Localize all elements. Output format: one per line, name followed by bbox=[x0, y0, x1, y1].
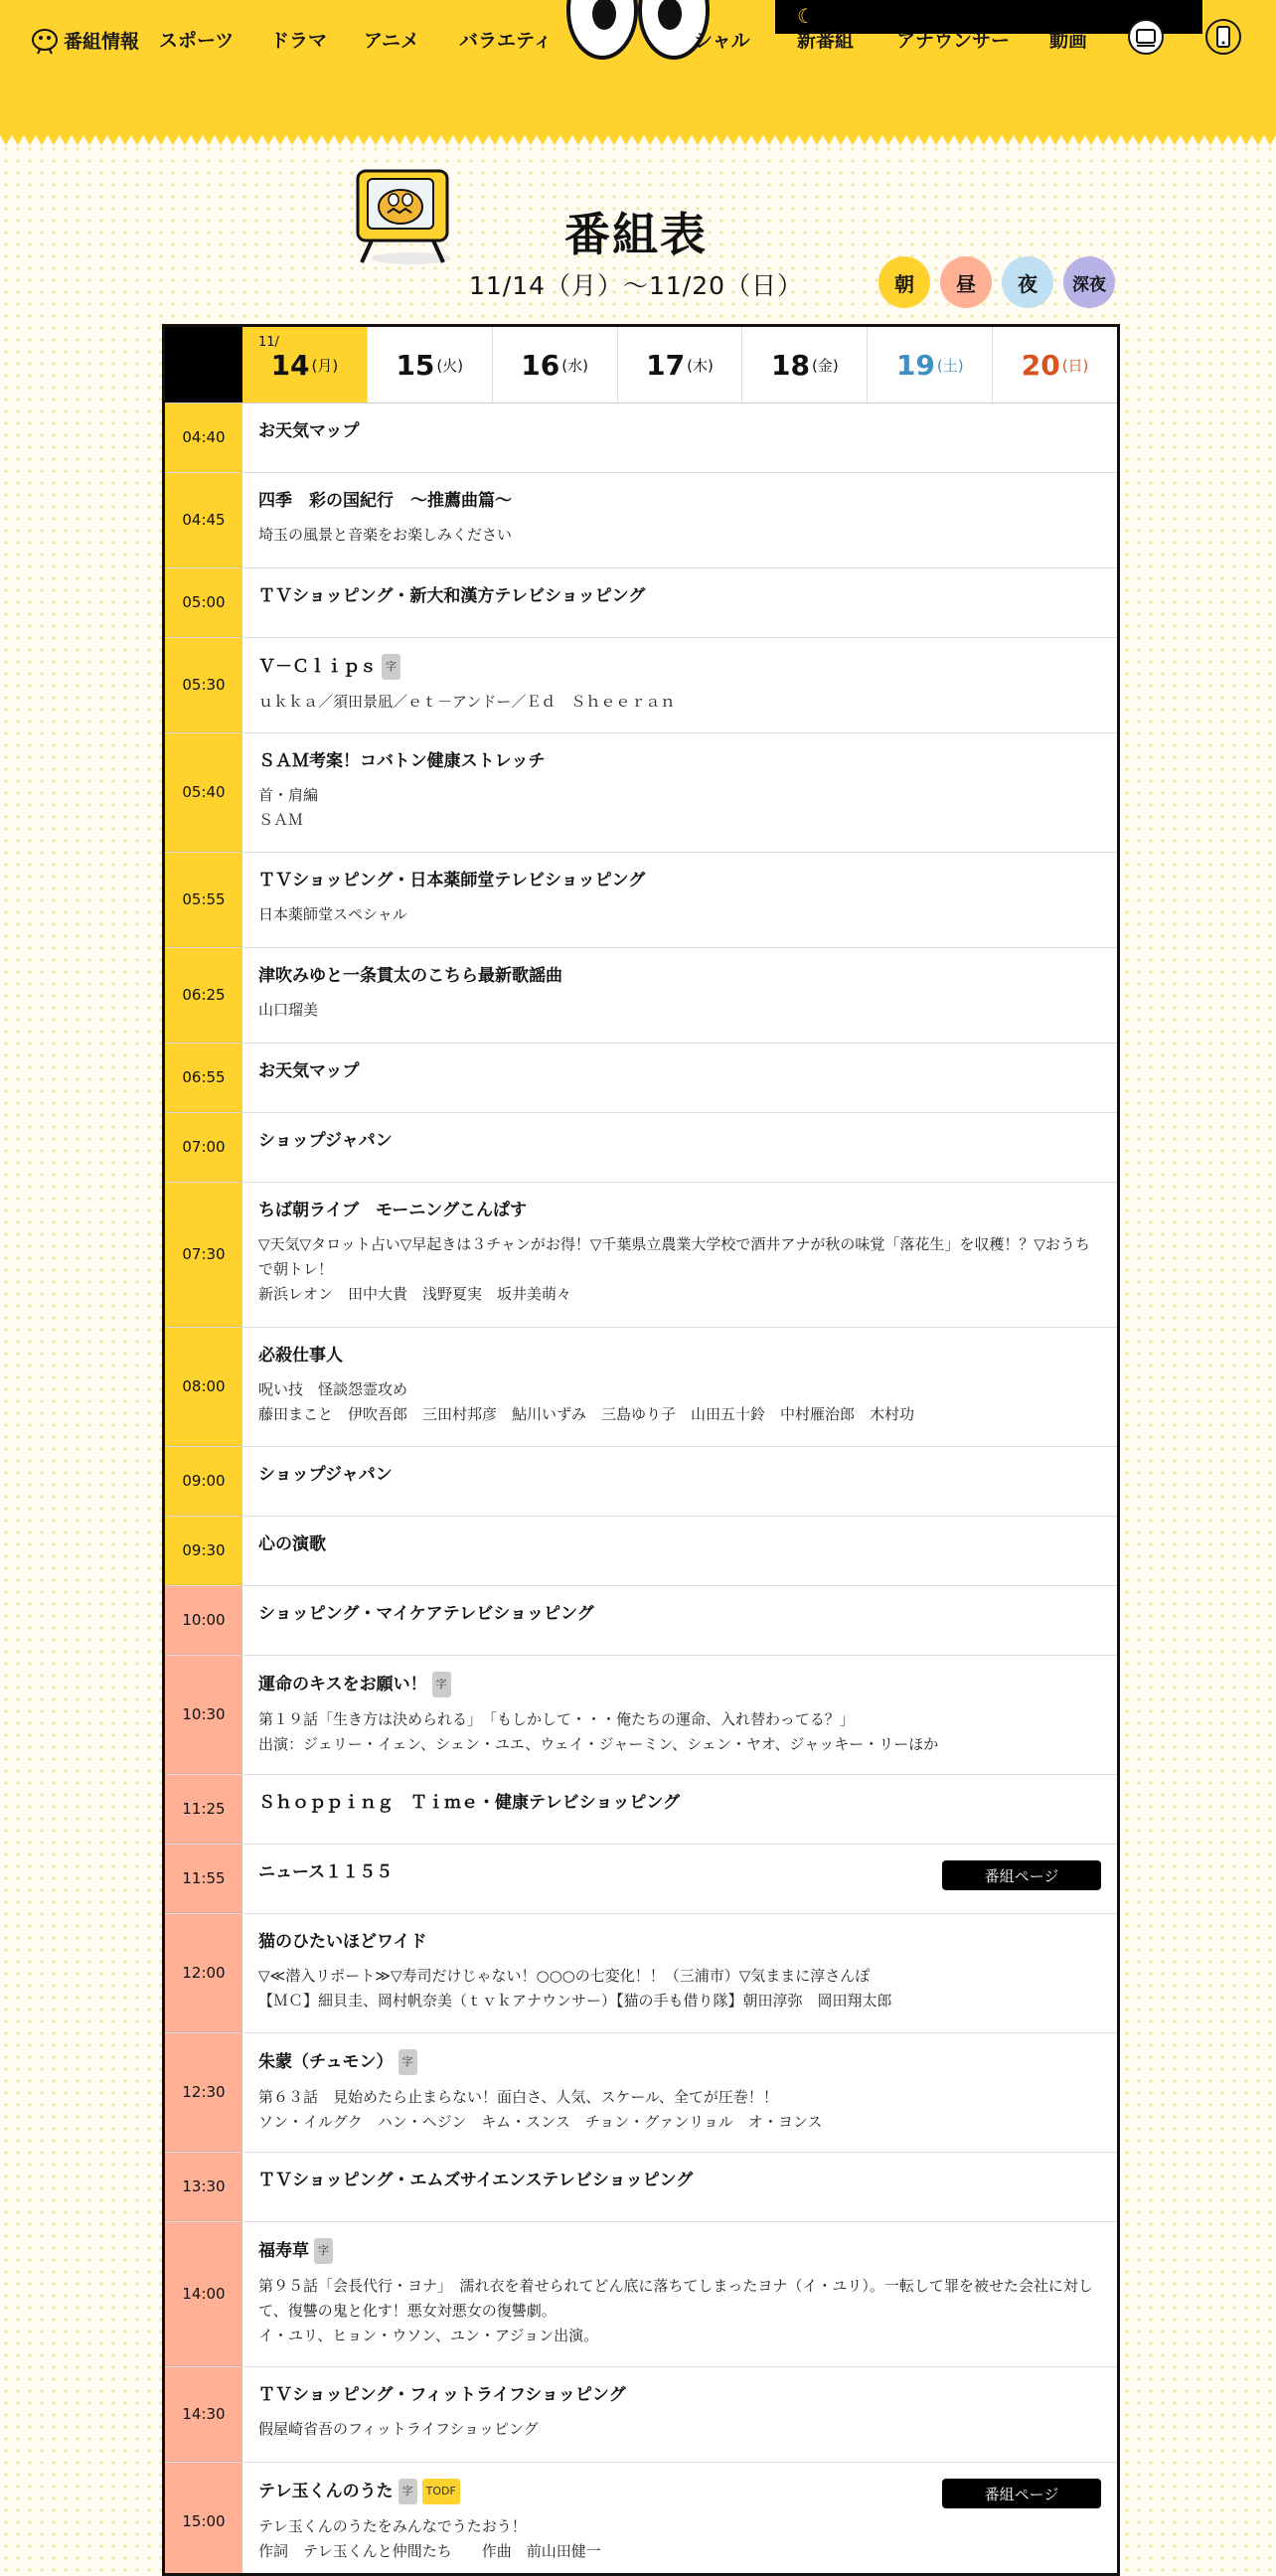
program-info bbox=[242, 1845, 1117, 1913]
program-info bbox=[242, 2222, 1117, 2366]
day-month: 11/ bbox=[258, 335, 279, 350]
program-time: 12:30 bbox=[165, 2033, 242, 2152]
program-row[interactable] bbox=[165, 2463, 1117, 2576]
nav-anime[interactable]: アニメ bbox=[364, 30, 420, 52]
program-time: 10:30 bbox=[165, 1656, 242, 1774]
program-time: 09:00 bbox=[165, 1447, 242, 1516]
day-weekday: (日) bbox=[1061, 356, 1089, 375]
day-number: 14 bbox=[270, 348, 310, 382]
program-row[interactable] bbox=[165, 853, 1117, 948]
program-title[interactable]: ちば朝ライブ モーニングこんぱす bbox=[258, 1201, 527, 1220]
program-page-button[interactable]: 番組ページ bbox=[942, 1860, 1101, 1890]
tod-night-button[interactable]: 夜 bbox=[1002, 256, 1053, 308]
program-time: 07:00 bbox=[165, 1113, 242, 1182]
program-title-line bbox=[258, 584, 1101, 608]
day-number: 20 bbox=[1021, 348, 1060, 382]
program-title-line bbox=[258, 869, 1101, 892]
program-title[interactable]: ショップジャパン bbox=[258, 1131, 393, 1151]
program-time: 05:40 bbox=[165, 733, 242, 852]
program-title[interactable]: 心の演歌 bbox=[258, 1534, 326, 1554]
program-title-line bbox=[258, 2169, 1101, 2192]
program-title-line bbox=[258, 489, 1101, 513]
program-info bbox=[242, 1775, 1117, 1844]
program-title-line bbox=[258, 1199, 1101, 1222]
program-title-line bbox=[258, 2238, 1101, 2264]
program-title[interactable]: ショッピング・マイケアテレビショッピング bbox=[258, 1604, 594, 1624]
program-title-line bbox=[258, 1059, 1101, 1083]
program-row[interactable] bbox=[165, 568, 1117, 638]
program-time: 06:55 bbox=[165, 1044, 242, 1112]
tod-latenight-button[interactable]: 深夜 bbox=[1063, 256, 1115, 308]
day-tab-19[interactable] bbox=[867, 327, 992, 402]
program-time: 14:00 bbox=[165, 2222, 242, 2366]
program-info bbox=[242, 1656, 1117, 1774]
program-row[interactable] bbox=[165, 948, 1117, 1044]
program-description: 第９５話「会長代行・ヨナ」 濡れ衣を着せられてどん底に落ちてしまったヨナ（イ・ユリ）。一転して罪を被せた会社に対して、復讐の鬼と化す！悪女対悪女の復讐劇。 イ・ユリ、ヒョン・ウソン、ユン・アジョン出演。 bbox=[258, 2277, 1093, 2344]
program-row[interactable] bbox=[165, 473, 1117, 568]
program-title[interactable]: 運命のキスをお願い！ bbox=[258, 1675, 427, 1694]
subtitle-badge: 字 bbox=[399, 2479, 417, 2504]
program-list bbox=[165, 403, 1117, 2576]
program-title-line bbox=[258, 1344, 1101, 1368]
program-description: 呪い技 怪談怨霊攻め 藤田まこと 伊吹吾郎 三田村邦彦 鮎川いずみ 三島ゆり子 山田五十鈴 中村雁治郎 木村功 bbox=[258, 1380, 915, 1423]
program-title[interactable]: ＴＶショッピング・エムズサイエンステレビショッピング bbox=[258, 2171, 694, 2190]
nav-sports[interactable]: スポーツ bbox=[159, 30, 235, 52]
program-title[interactable]: 必殺仕事人 bbox=[258, 1346, 343, 1366]
program-title-line bbox=[258, 1930, 1101, 1954]
moon-icon: ☾ bbox=[797, 4, 815, 28]
program-title[interactable]: ＳＡＭ考案！コバトン健康ストレッチ bbox=[258, 751, 546, 771]
program-title-line bbox=[258, 964, 1101, 988]
program-title-line bbox=[258, 419, 1101, 443]
program-schedule bbox=[162, 324, 1120, 2576]
program-title[interactable]: 朱蒙（チュモン） bbox=[258, 2052, 394, 2072]
program-info bbox=[242, 948, 1117, 1043]
program-title[interactable]: ニュース１１５５ bbox=[258, 1862, 394, 1882]
program-info bbox=[242, 2153, 1117, 2221]
program-row[interactable] bbox=[165, 1845, 1117, 1914]
program-time: 06:25 bbox=[165, 948, 242, 1043]
program-row[interactable] bbox=[165, 1656, 1117, 1775]
program-time: 05:30 bbox=[165, 638, 242, 732]
program-title-line bbox=[258, 654, 1101, 680]
program-title[interactable]: 四季 彩の国紀行 ～推薦曲篇～ bbox=[258, 491, 512, 511]
program-title[interactable]: ショップジャパン bbox=[258, 1465, 393, 1485]
subtitle-badge: 字 bbox=[399, 2049, 417, 2075]
program-title-line bbox=[258, 2383, 1101, 2407]
day-tab-20[interactable] bbox=[992, 327, 1117, 402]
program-title-line bbox=[258, 1463, 1101, 1487]
program-time: 05:55 bbox=[165, 853, 242, 947]
program-page-button[interactable]: 番組ページ bbox=[942, 2479, 1101, 2508]
program-info bbox=[242, 1914, 1117, 2032]
program-description: ｕｋｋａ／須田景凪／ｅｔ－アンドー／Ｅｄ Ｓｈｅｅｒａｎ bbox=[258, 693, 676, 711]
day-tabs bbox=[165, 327, 1117, 403]
program-title[interactable]: お天気マップ bbox=[258, 1061, 360, 1081]
nav-variety[interactable]: バラエティ bbox=[459, 30, 553, 52]
main-nav bbox=[30, 14, 1246, 66]
tod-noon-button[interactable]: 昼 bbox=[940, 256, 992, 308]
program-title[interactable]: お天気マップ bbox=[258, 421, 360, 441]
page-title: 番組表 bbox=[564, 208, 708, 261]
program-row[interactable] bbox=[165, 2033, 1117, 2153]
mascot-icon bbox=[30, 25, 60, 55]
day-weekday: (木) bbox=[687, 356, 714, 375]
day-tab-17[interactable] bbox=[617, 327, 742, 402]
program-row[interactable] bbox=[165, 1328, 1117, 1447]
program-time: 09:30 bbox=[165, 1517, 242, 1585]
day-number: 16 bbox=[521, 348, 560, 382]
day-weekday: (月) bbox=[311, 356, 339, 375]
program-title[interactable]: Ｖ－Ｃｌｉｐｓ bbox=[258, 657, 377, 677]
program-title-line bbox=[258, 1791, 1101, 1815]
logo-text: 番組情報 bbox=[64, 30, 140, 53]
program-description: 第１９話「生き方は決められる」 「もしかして・・・俺たちの運命、入れ替わってる？」 出演：ジェリー・イェン、シェン・ユエ、ウェイ・ジャーミン、シェン・ヤオ、ジャッキー・リーほか bbox=[258, 1710, 939, 1753]
day-tab-18[interactable] bbox=[741, 327, 867, 402]
program-title[interactable]: ＴＶショッピング・日本薬師堂テレビショッピング bbox=[258, 871, 646, 890]
program-title[interactable]: ＴＶショッピング・新大和漢方テレビショッピング bbox=[258, 586, 646, 606]
program-time: 11:55 bbox=[165, 1845, 242, 1913]
program-title-line bbox=[258, 2049, 1101, 2075]
header-corner bbox=[165, 327, 242, 402]
program-time: 12:00 bbox=[165, 1914, 242, 2032]
program-row[interactable] bbox=[165, 1517, 1117, 1586]
program-time: 11:25 bbox=[165, 1775, 242, 1844]
program-row[interactable] bbox=[165, 1775, 1117, 1845]
nav-videos[interactable]: 動画 bbox=[1049, 30, 1088, 52]
program-row[interactable] bbox=[165, 1447, 1117, 1517]
program-info bbox=[242, 2367, 1117, 2462]
logo-link[interactable] bbox=[30, 25, 149, 55]
program-title[interactable]: Ｓｈｏｐｐｉｎｇ Ｔｉｍｅ・健康テレビショッピング bbox=[258, 1793, 680, 1813]
program-title-line bbox=[258, 1532, 1101, 1556]
program-description: 山口瑠美 bbox=[258, 1001, 319, 1019]
program-info bbox=[242, 1447, 1117, 1516]
program-info bbox=[242, 1586, 1117, 1655]
subtitle-badge: 字 bbox=[314, 2238, 333, 2264]
program-description: 埼玉の風景と音楽をお楽しみください bbox=[258, 526, 513, 544]
program-row[interactable] bbox=[165, 403, 1117, 473]
site-header bbox=[0, 0, 1276, 149]
tv-icon[interactable] bbox=[1127, 18, 1165, 56]
day-number: 19 bbox=[895, 348, 935, 382]
subtitle-badge: 字 bbox=[432, 1672, 451, 1697]
program-description: ▽≪潜入リポート≫▽寿司だけじゃない！○○○の七変化！！（三浦市）▽気ままに淳さんぽ 【ＭＣ】細貝圭、岡村帆奈美（ｔｖｋアナウンサー）【猫の手も借り隊】朝田淳弥 岡田翔太郎 bbox=[258, 1967, 892, 2010]
day-weekday: (火) bbox=[436, 356, 464, 375]
program-info bbox=[242, 1328, 1117, 1446]
app-icon[interactable] bbox=[1204, 18, 1242, 56]
day-tab-15[interactable] bbox=[367, 327, 492, 402]
day-weekday: (金) bbox=[811, 356, 839, 375]
program-time: 08:00 bbox=[165, 1328, 242, 1446]
todf-badge: TODF bbox=[422, 2479, 460, 2504]
program-time: 10:00 bbox=[165, 1586, 242, 1655]
program-title-line bbox=[258, 1602, 1101, 1626]
nav-announcers[interactable]: アナウンサー bbox=[896, 30, 1011, 52]
program-info bbox=[242, 638, 1117, 732]
program-info bbox=[242, 1517, 1117, 1585]
program-row[interactable] bbox=[165, 2367, 1117, 2463]
program-row[interactable] bbox=[165, 1044, 1117, 1113]
tv-mascot-illustration bbox=[350, 167, 459, 268]
program-info bbox=[242, 473, 1117, 567]
program-info bbox=[242, 1044, 1117, 1112]
program-info bbox=[242, 1183, 1117, 1327]
date-range: 11/14（月）〜11/20（日） bbox=[468, 271, 804, 300]
program-title[interactable]: 福寿草 bbox=[258, 2241, 309, 2261]
program-info bbox=[242, 568, 1117, 637]
program-time: 13:30 bbox=[165, 2153, 242, 2221]
program-description: テレ玉くんのうたをみんなでうたおう！ 作詞 テレ玉くんと仲間たち 作曲 前山田健一 bbox=[258, 2517, 601, 2560]
program-description: 首・肩編 ＳＡＭ bbox=[258, 786, 319, 829]
program-title[interactable]: テレ玉くんのうた bbox=[258, 2482, 394, 2501]
day-number: 15 bbox=[396, 348, 435, 382]
program-time: 07:30 bbox=[165, 1183, 242, 1327]
program-row[interactable] bbox=[165, 1586, 1117, 1656]
nav-drama[interactable]: ドラマ bbox=[270, 30, 328, 52]
day-weekday: (水) bbox=[561, 356, 588, 375]
day-tab-16[interactable] bbox=[492, 327, 617, 402]
day-tab-14[interactable] bbox=[242, 327, 367, 402]
nav-new-programs[interactable]: 新番組 bbox=[797, 30, 855, 52]
program-description: 假屋崎省吾のフィットライフショッピング bbox=[258, 2420, 539, 2438]
nav-special[interactable]: シャル bbox=[694, 30, 750, 52]
program-info bbox=[242, 403, 1117, 472]
program-title[interactable]: ＴＶショッピング・フィットライフショッピング bbox=[258, 2385, 626, 2405]
program-title-line bbox=[258, 1129, 1101, 1153]
program-description: 第６３話 見始めたら止まらない！面白さ、人気、スケール、全てが圧巻！！ ソン・イルグク ハン・ヘジン キム・スンス チョン・グァンリョル オ・ヨンス bbox=[258, 2088, 823, 2131]
program-row[interactable] bbox=[165, 2153, 1117, 2222]
program-title-line bbox=[258, 1672, 1101, 1697]
program-row[interactable] bbox=[165, 638, 1117, 733]
program-description: ▽天気▽タロット占い▽早起きは３チャンがお得！▽千葉県立農業大学校で酒井アナが秋の味覚「落花生」を収穫！？▽おうちで朝トレ！ 新浜レオン 田中大貴 浅野夏実 坂井美萌々 bbox=[258, 1235, 1090, 1303]
day-weekday: (土) bbox=[936, 356, 964, 375]
subtitle-badge: 字 bbox=[382, 654, 400, 680]
program-row[interactable] bbox=[165, 1914, 1117, 2033]
program-time: 05:00 bbox=[165, 568, 242, 637]
program-info bbox=[242, 2463, 1117, 2576]
program-info bbox=[242, 2033, 1117, 2152]
program-title[interactable]: 猫のひたいほどワイド bbox=[258, 1932, 427, 1952]
program-row[interactable] bbox=[165, 733, 1117, 853]
day-number: 17 bbox=[646, 348, 686, 382]
program-row[interactable] bbox=[165, 1183, 1117, 1328]
program-time: 15:00 bbox=[165, 2463, 242, 2576]
program-info bbox=[242, 853, 1117, 947]
tod-morning-button[interactable]: 朝 bbox=[878, 256, 930, 308]
day-number: 18 bbox=[771, 348, 810, 382]
program-title-line bbox=[258, 749, 1101, 773]
program-time: 14:30 bbox=[165, 2367, 242, 2462]
program-info bbox=[242, 733, 1117, 852]
program-row[interactable] bbox=[165, 1113, 1117, 1183]
program-description: 日本薬師堂スペシャル bbox=[258, 905, 407, 923]
program-time: 04:40 bbox=[165, 403, 242, 472]
program-info bbox=[242, 1113, 1117, 1182]
program-time: 04:45 bbox=[165, 473, 242, 567]
program-title[interactable]: 津吹みゆと一条貫太のこちら最新歌謡曲 bbox=[258, 966, 562, 986]
program-row[interactable] bbox=[165, 2222, 1117, 2367]
